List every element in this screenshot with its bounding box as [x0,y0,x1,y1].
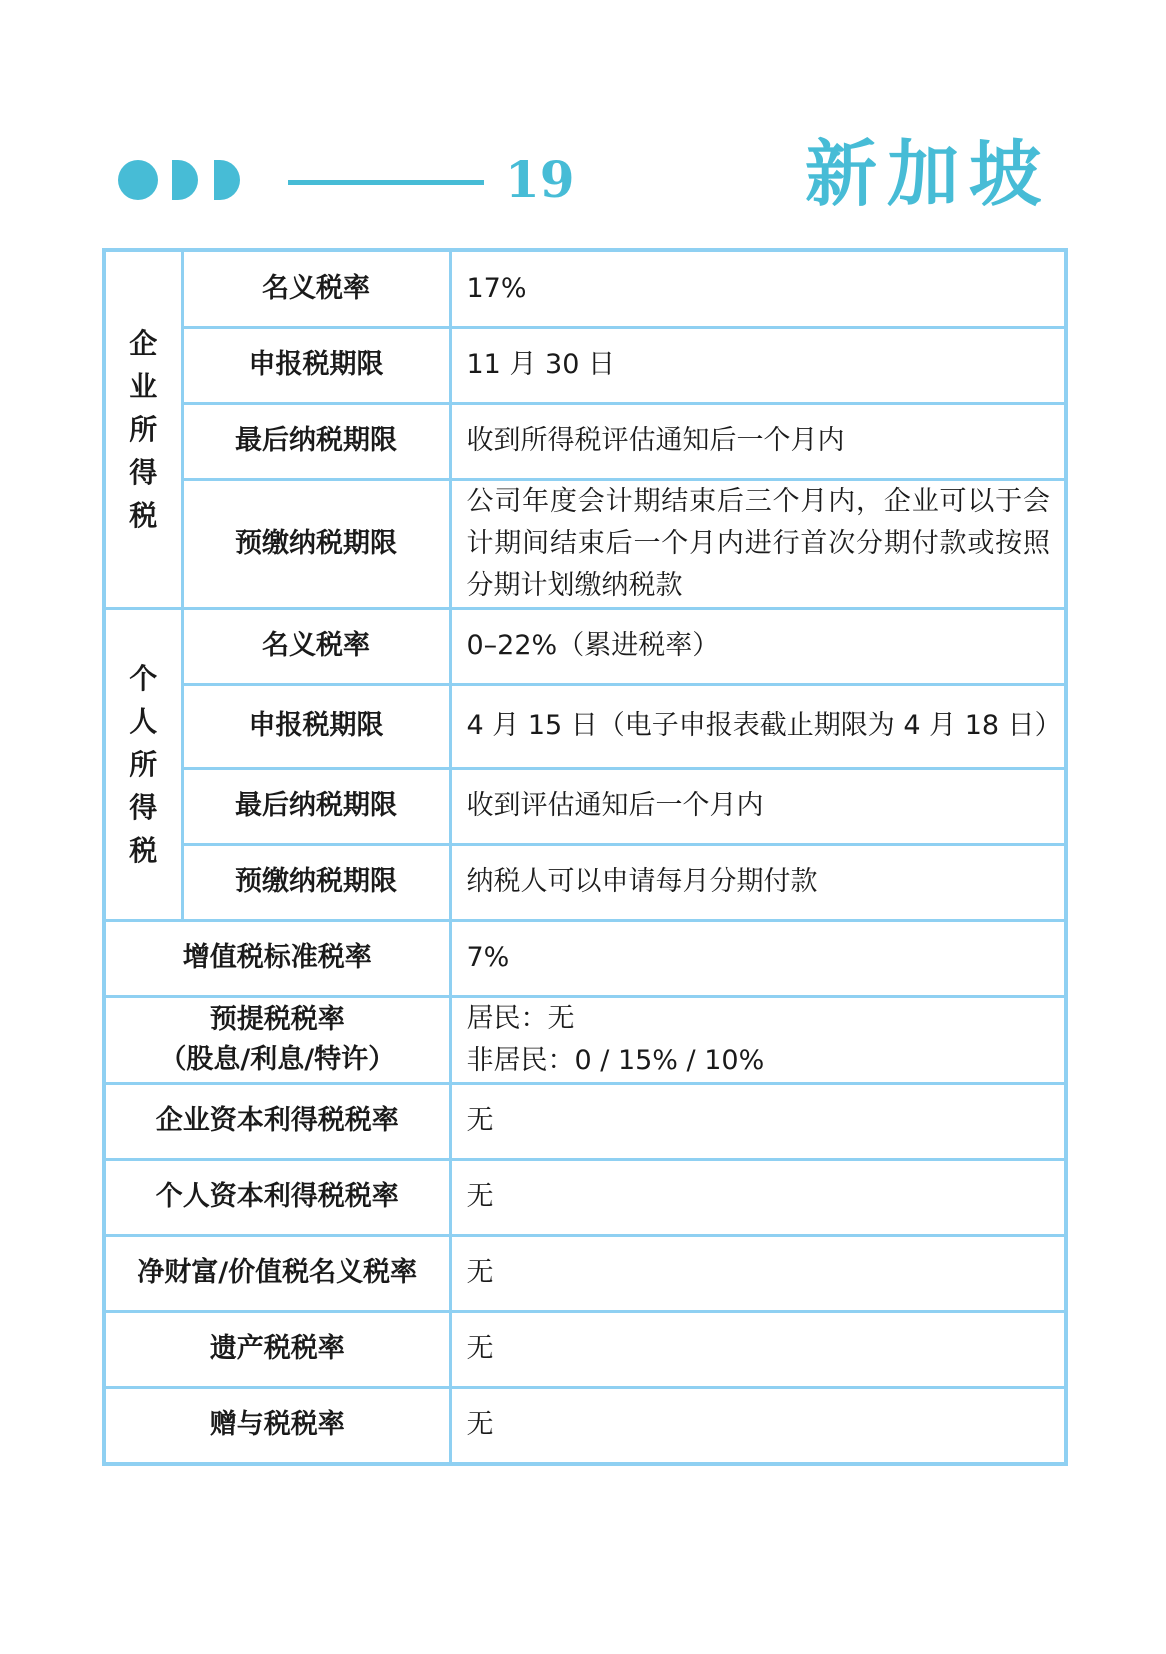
row-label: 净财富/价值税名义税率 [104,1235,450,1311]
row-label: 申报税期限 [182,684,450,768]
tax-summary-table [102,248,1068,1466]
row-value: 收到所得税评估通知后一个月内 [450,403,1066,479]
row-label: 增值税标准税率 [104,920,450,996]
row-value: 收到评估通知后一个月内 [450,768,1066,844]
row-label: 申报税期限 [182,327,450,403]
row-label: 赠与税税率 [104,1387,450,1464]
row-value: 无 [450,1083,1066,1159]
table-row [104,1387,1066,1464]
table-row [104,250,1066,327]
table-row [104,608,1066,684]
table-row [104,403,1066,479]
row-value: 无 [450,1235,1066,1311]
table-row [104,1159,1066,1235]
individual-income-tax-group-label: 个 人 所 得 税 [104,608,182,920]
corporate-income-tax-group-label: 企 业 所 得 税 [104,250,182,608]
table-row [104,684,1066,768]
row-label: 企业资本利得税税率 [104,1083,450,1159]
row-value: 无 [450,1159,1066,1235]
row-label: 最后纳税期限 [182,403,450,479]
row-value: 居民：无 非居民：0 / 15% / 10% [450,996,1066,1083]
table-row [104,327,1066,403]
country-title: 新加坡 [805,131,1052,216]
row-label: 预缴纳税期限 [182,844,450,920]
row-label: 预缴纳税期限 [182,479,450,608]
row-value: 7% [450,920,1066,996]
half-circle-decoration-icon [214,160,240,200]
half-circle-decoration-icon [172,160,198,200]
table-row [104,1083,1066,1159]
row-value: 纳税人可以申请每月分期付款 [450,844,1066,920]
row-label: 最后纳税期限 [182,768,450,844]
row-label: 名义税率 [182,250,450,327]
row-value: 无 [450,1387,1066,1464]
row-value: 11 月 30 日 [450,327,1066,403]
table-row [104,768,1066,844]
row-label: 名义税率 [182,608,450,684]
table-row [104,479,1066,608]
header-rule [288,180,484,185]
circle-decoration-icon [118,160,158,200]
row-value: 17% [450,250,1066,327]
row-label: 遗产税税率 [104,1311,450,1387]
row-label: 个人资本利得税税率 [104,1159,450,1235]
page-number: 19 [505,150,575,209]
row-value: 无 [450,1311,1066,1387]
table-row [104,1235,1066,1311]
row-value: 4 月 15 日（电子申报表截止期限为 4 月 18 日） [450,684,1066,768]
row-value: 0–22%（累进税率） [450,608,1066,684]
row-value: 公司年度会计期结束后三个月内，企业可以于会计期间结束后一个月内进行首次分期付款或按照分期计划缴纳税款 [450,479,1066,608]
table-row [104,844,1066,920]
table-row [104,920,1066,996]
page-header [0,0,1166,240]
table-row [104,1311,1066,1387]
table-row [104,996,1066,1083]
row-label: 预提税税率 （股息/利息/特许） [104,996,450,1083]
